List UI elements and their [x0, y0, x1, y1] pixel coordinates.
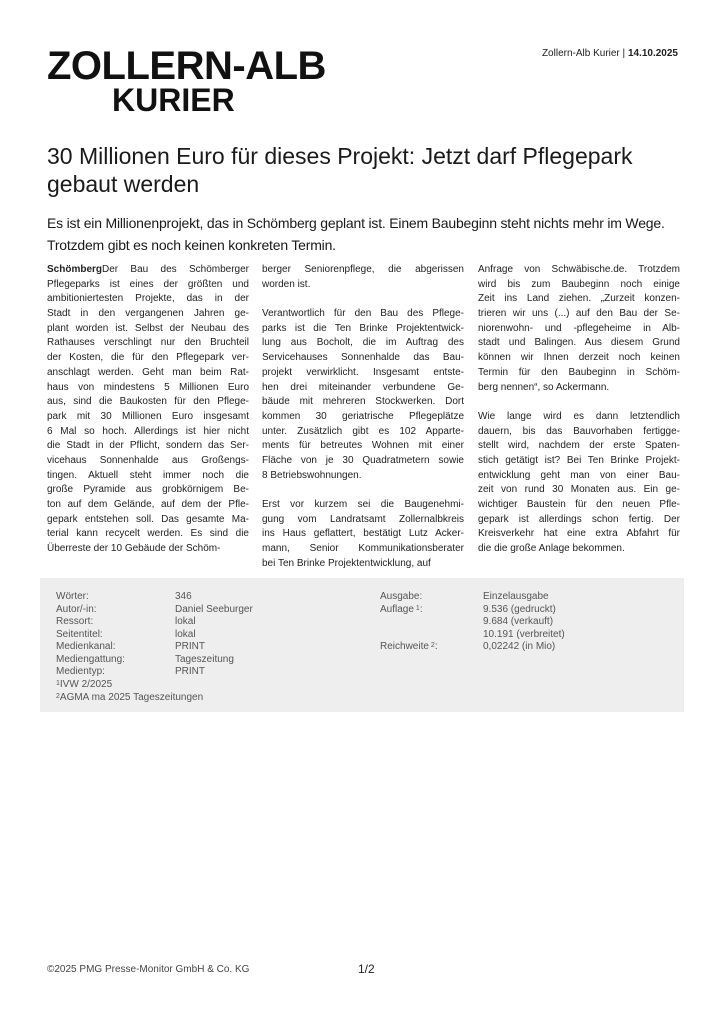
publication-logo	[47, 46, 326, 116]
meta-label-text: Medientyp:	[56, 666, 105, 677]
article-line: stadt und Balingen. Aus diesem Grund	[478, 337, 680, 349]
article-line: bei Ten Brinke Projektentwicklung, auf	[262, 557, 431, 569]
article-line: park mit 30 Millionen Euro insgesamt	[47, 410, 249, 422]
meta-label	[56, 604, 97, 617]
article-line: trieren wir uns (...) auf den Bau der Se-	[478, 308, 680, 320]
meta-value: 10.191 (verbreitet)	[483, 628, 565, 640]
article-line: Überreste der 10 Gebäude der Schöm-	[47, 543, 221, 555]
paragraph-gap	[262, 292, 464, 307]
article-line: Kreisverkehr hat eine extra Abfahrt für	[478, 528, 680, 540]
meta-label	[56, 616, 93, 629]
article-line: Fläche von je 30 Quadratmetern sowie	[262, 454, 464, 466]
article-line: gepark entstehen soll. Das gesamte Ma-	[47, 513, 249, 525]
article-line: aus, sind die Baukosten für den Pflege-	[47, 396, 249, 408]
article-line: stich getätigt ist? Bei Ten Brinke Projekt-	[478, 454, 680, 466]
article-line: kommen 30 geriatrische Pflegeplätze	[262, 410, 464, 422]
meta-label	[380, 591, 422, 604]
article-line: Verantwortlich für den Bau des Pflege-	[262, 308, 464, 320]
article-line-text: Der Bau des Schömberger	[102, 264, 249, 275]
header-publication: Zollern-Alb Kurier	[541, 48, 620, 59]
article-line: Rathauses verschlingt nur den Bruchteil	[47, 337, 249, 349]
dateline: Schömberg	[47, 264, 103, 275]
article-line: lung aus Bocholt, die im Auftrag des	[262, 337, 464, 349]
article-line	[47, 263, 249, 278]
article-line: zeit von rund 30 Monaten aus. Ein ge-	[478, 484, 680, 496]
article-line: tingen. Aktuell steht immer noch die	[47, 469, 249, 481]
metadata-box	[40, 578, 684, 712]
article-line: haus von mindestens 5 Millionen Euro	[47, 381, 249, 393]
meta-value: 346	[175, 591, 192, 602]
article-line: entwicklung geht man von einer Bau-	[478, 469, 680, 481]
article-line: Servicehauses Sonnenhalde das Bau-	[262, 352, 464, 364]
article-line: berg nennen“, so Ackermann.	[478, 381, 610, 393]
article-line: gung vom Landratsamt Zollernalbkreis	[262, 513, 464, 525]
footnote-2	[56, 692, 203, 705]
logo-line-1: ZOLLERN-ALB	[47, 44, 326, 88]
article-column-1	[47, 263, 249, 557]
meta-label-text: Ausgabe:	[380, 591, 423, 602]
meta-value: lokal	[175, 616, 196, 627]
meta-value: Daniel Seeburger	[175, 603, 253, 615]
article-line: stellt wird, nachdem der erste Spaten-	[478, 440, 680, 452]
article-line: Zeit ins Land ziehen. „Zurzeit konzen-	[478, 293, 680, 305]
footnote-ref: 1	[415, 604, 420, 612]
article-line: terial kann recycelt werden. Es sind die	[47, 528, 249, 540]
meta-label-text: Medienkanal:	[56, 641, 116, 652]
footer-copyright: ©2025 PMG Presse-Monitor GmbH & Co. KG	[47, 964, 250, 975]
article-title: 30 Millionen Euro für dieses Projekt: Jetzt darf Pflegepark gebaut werden	[47, 143, 633, 197]
article-line: Wie lange wird es dann letztendlich	[478, 410, 680, 422]
meta-value: PRINT	[175, 666, 205, 677]
article-line: Stadt in den vergangenen Jahren ge-	[47, 308, 249, 320]
meta-label-text: Ressort:	[56, 616, 94, 627]
paragraph-gap	[478, 395, 680, 410]
article-column-3	[478, 263, 680, 557]
header-separator: |	[622, 48, 626, 59]
meta-label-text: Wörter:	[56, 591, 89, 602]
article-line: Anfrage von Schwäbische.de. Trotzdem	[478, 264, 680, 275]
footnote-text: AGMA ma 2025 Tageszeitungen	[59, 692, 204, 703]
article-column-2	[262, 263, 464, 571]
article-line: 8 Betriebswohnungen.	[262, 469, 362, 481]
meta-value: Einzelausgabe	[483, 591, 549, 602]
article-line: Pflegeparks ist eines der größten und	[47, 278, 249, 290]
article-line: Erst vor kurzem sei die Baugenehmi-	[262, 499, 464, 510]
article-line: worden ist.	[262, 278, 311, 290]
meta-value: 9.684 (verkauft)	[483, 616, 554, 627]
footnote-1	[56, 679, 112, 692]
article-line: gepark ist allerdings schon fertig. Der	[478, 513, 680, 525]
article-line: wichtiger Baustein für den neuen Pfle-	[478, 499, 680, 510]
header-date: 14.10.2025	[627, 48, 678, 59]
article-line: ments für betreutes Wohnen mit einer	[262, 440, 464, 452]
logo-line-2: KURIER	[112, 82, 235, 118]
article-line: plant worden ist. Selbst der Neubau des	[47, 322, 249, 334]
meta-label-text: Autor/-in:	[56, 603, 97, 615]
meta-label	[56, 629, 103, 642]
article-line: 6 Mal so hoch. Allerdings ist hier nicht	[47, 425, 249, 437]
article-line: niorenwohn- und -pflegeheime in Alb-	[478, 322, 680, 334]
article-line: große Pyramide aus grobkörnigem Be-	[47, 484, 249, 496]
footnote-mark: 1	[56, 680, 60, 687]
meta-label-text: Reichweite	[380, 641, 429, 652]
meta-value: 0,02242 (in Mio)	[483, 641, 556, 652]
footnote-ref: 2	[430, 642, 435, 649]
meta-label	[56, 666, 105, 679]
meta-value: 9.536 (gedruckt)	[483, 603, 556, 615]
article-line: ambitioniertesten Projekte, das in der	[47, 293, 249, 305]
article-line: der Kosten, die für den Pflegepark ver-	[47, 352, 249, 364]
meta-label: Auflage $^1$:	[380, 603, 423, 615]
article-line: ins Haus geflattert, bestätigt Lutz Acker-	[262, 528, 464, 540]
footnote-mark: 2	[56, 693, 60, 700]
meta-value: Tageszeitung	[175, 653, 234, 665]
meta-label-text: Seitentitel:	[56, 628, 103, 640]
article-line: Termin für den Baubeginn in Schöm-	[478, 366, 680, 378]
meta-label-text: Mediengattung:	[56, 653, 125, 665]
article-line: können wir Ihnen derzeit noch keinen	[478, 352, 680, 364]
meta-value: lokal	[175, 628, 196, 640]
article-lead: Es ist ein Millionenprojekt, das in Schömberg geplant ist. Einem Baubeginn steht nichts mehr im Wege. Trotzdem gibt es noch keinen konkreten Termin.	[47, 215, 665, 253]
meta-label	[56, 654, 125, 667]
article-line: hen drei miteinander verbundene Ge-	[262, 381, 464, 393]
article-line: unter. Zusätzlich gibt es 102 Apparte-	[262, 425, 464, 437]
footnote-text: IVW 2/2025	[59, 679, 113, 690]
paragraph-gap	[262, 483, 464, 498]
article-line: die die große Anlage bekommen.	[478, 543, 625, 555]
page-number: 1/2	[358, 962, 375, 976]
meta-label-text: Auflage	[380, 603, 414, 615]
article-line: die Stadt in der Pflicht, sondern das Ser-	[47, 440, 249, 452]
article-line: parks ist die Ten Brinke Projektentwick-	[262, 322, 464, 334]
article-line: ton auf dem Gelände, auf dem der Pfle-	[47, 499, 249, 510]
article-line: dauern, bis das Bauvorhaben fertigge-	[478, 425, 680, 437]
article-line: bäude mit mehreren Stockwerken. Dort	[262, 396, 464, 408]
article-line: mann, Senior Kommunikationsberater	[262, 543, 464, 555]
header-source	[542, 48, 678, 59]
meta-value: PRINT	[175, 641, 205, 652]
meta-label	[56, 591, 89, 604]
article-line: projekt verwirklicht. Insgesamt entste-	[262, 366, 464, 378]
article-line: wird bis zum Baubeginn noch einige	[478, 278, 680, 290]
meta-label: Reichweite $^2$:	[380, 641, 438, 652]
article-line: berger Seniorenpflege, die abgerissen	[262, 264, 464, 275]
article-line: anschlagt werden. Geht man beim Rat-	[47, 366, 249, 378]
meta-label	[56, 641, 115, 654]
article-line: vicehaus Sonnenhalde aus Großengs-	[47, 454, 249, 466]
